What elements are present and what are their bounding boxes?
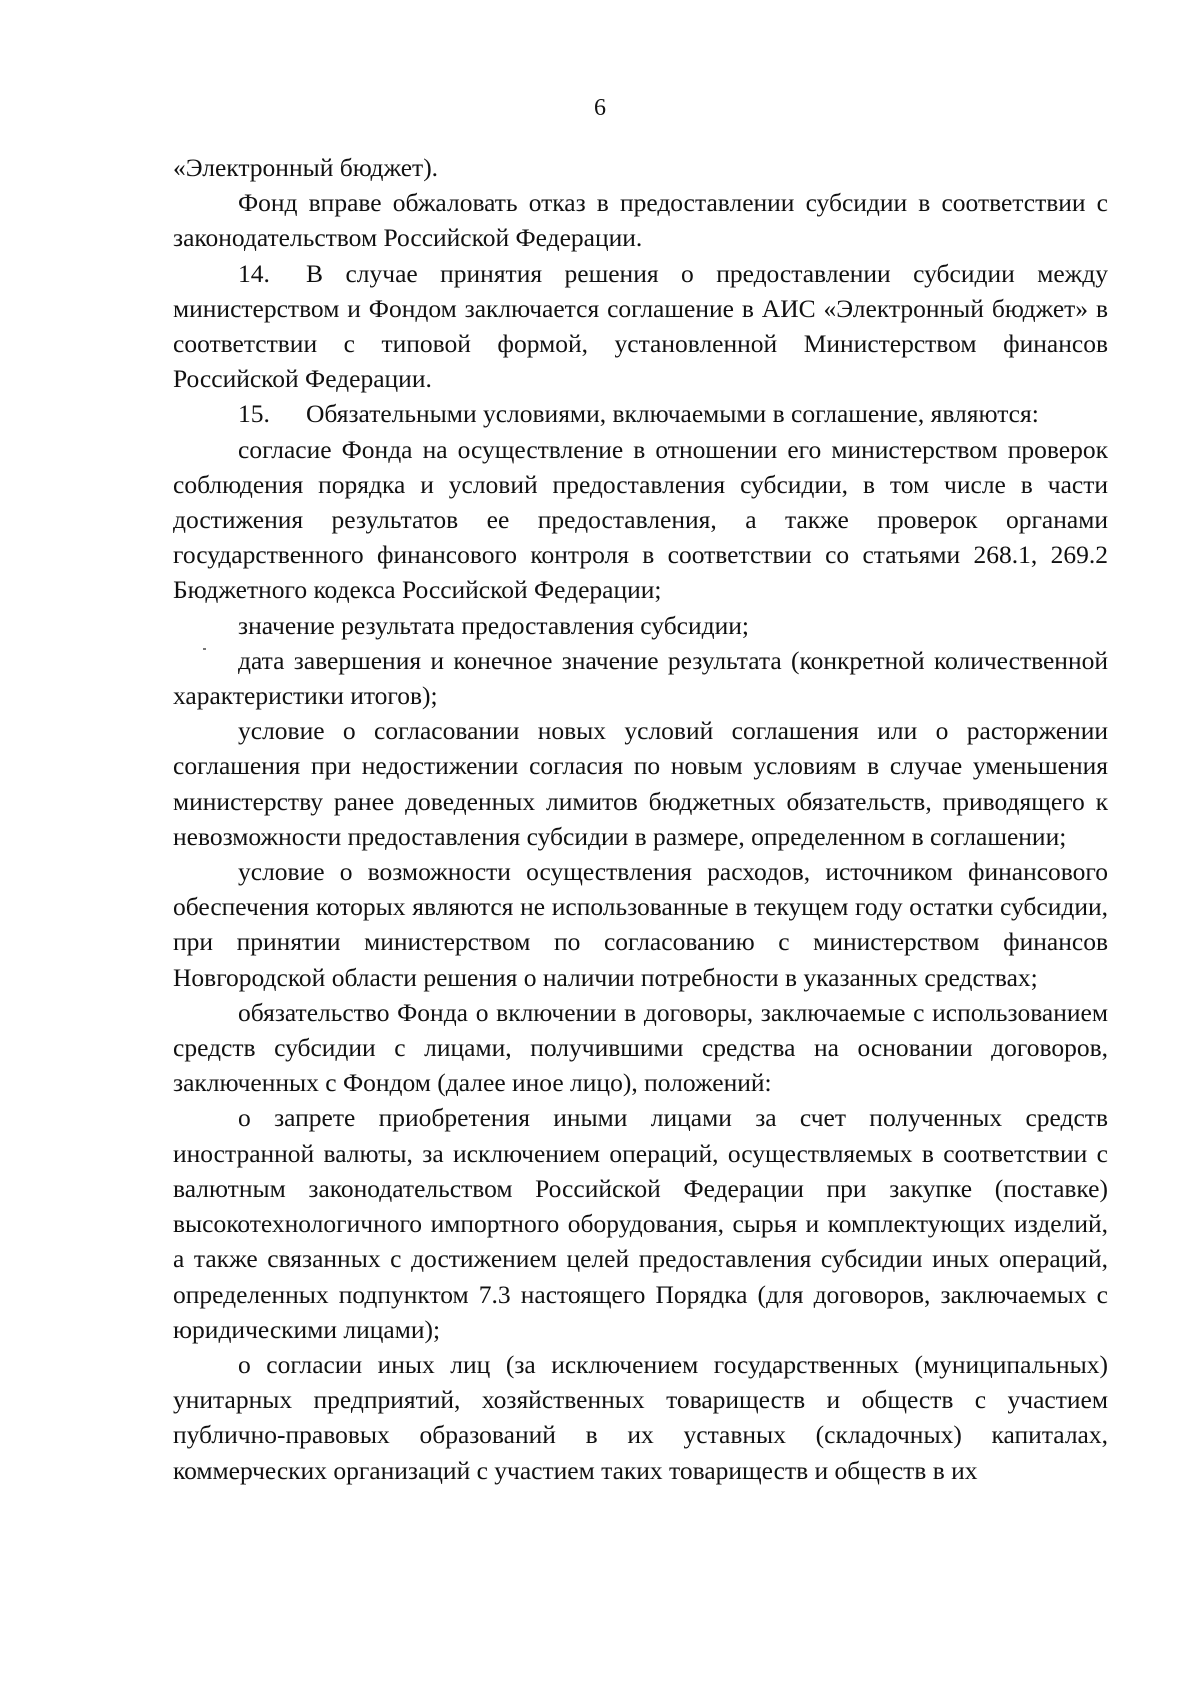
paragraph-text: значение результата предоставления субсидии; (238, 610, 749, 640)
paragraph-text: о согласии иных лиц (за исключением государственных (муниципальных) унитарных предприятий, хозяйственных товариществ и обществ с участием публично-правовых образований в их уставных (складочных) капиталах, коммерческих организаций с участием таких товариществ и обществ в их (173, 1349, 1108, 1485)
paragraph-14 (173, 256, 1108, 397)
paragraph-text: «Электронный бюджет). (173, 153, 439, 182)
paragraph-remaining-funds (173, 854, 1108, 995)
paragraph-consent-audit (173, 432, 1108, 608)
paragraph-text: условие о согласовании новых условий соглашения или о расторжении соглашения при недостижении согласия по новым условиям в случае уменьшения министерству ранее доведенных лимитов бюджетных обязательств, приводящего к невозможности предоставления субсидии в размере, определенном в соглашении; (173, 716, 1108, 851)
paragraph-text: Фонд вправе обжаловать отказ в предоставлении субсидии в соответствии с законодательством Российской Федерации. (173, 188, 1108, 253)
document-body (173, 150, 1108, 1488)
paragraph-text: Обязательными условиями, включаемыми в соглашение, являются: (306, 399, 1039, 429)
paragraph-consent-others (173, 1347, 1108, 1488)
paragraph-text: согласие Фонда на осуществление в отношении его министерством проверок соблюдения порядка и условий предоставления субсидии, в том числе в части достижения результатов ее предоставления, а также проверок органами государственного финансового контроля в соответствии со статьями 268.1, 269.2 Бюджетного кодекса Российской Федерации; (173, 434, 1108, 605)
paragraph-completion-date (173, 643, 1108, 713)
page-number: 6 (594, 95, 606, 121)
paragraph-contract-obligation (173, 995, 1108, 1101)
paragraph-15 (173, 396, 1108, 431)
paragraph-currency-ban (173, 1100, 1108, 1346)
paragraph-text: В случае принятия решения о предоставлении субсидии между министерством и Фондом заключается соглашение в АИС «Электронный бюджет» в соответствии с типовой формой, установленной Министерством финансов Российской Федерации. (173, 258, 1108, 394)
paragraph-result-value (173, 608, 1108, 643)
paragraph-text: условие о возможности осуществления расходов, источником финансового обеспечения которых являются не использованные в текущем году остатки субсидии, при принятии министерством по согласованию с министерством финансов Новгородской области решения о наличии потребности в указанных средствах; (173, 857, 1108, 992)
paragraph-new-conditions (173, 713, 1108, 854)
paragraph-continuation (173, 150, 1108, 185)
paragraph-text: дата завершения и конечное значение результата (конкретной количественной характеристики итогов); (173, 645, 1108, 711)
paragraph-text: обязательство Фонда о включении в договоры, заключаемые с использованием средств субсидии с лицами, получившими средства на основании договоров, заключенных с Фондом (далее иное лицо), положений: (173, 997, 1108, 1098)
paragraph-number: 14. (238, 258, 270, 288)
paragraph-text: о запрете приобретения иными лицами за счет полученных средств иностранной валюты, за исключением операций, осуществляемых в соответствии с валютным законодательством Российской Федерации при закупке (поставке) высокотехнологичного импортного оборудования, сырья и комплектующих изделий, а также связанных с достижением целей предоставления субсидии иных операций, определенных подпунктом 7.3 настоящего Порядка (для договоров, заключаемых с юридическими лицами); (173, 1103, 1108, 1344)
paragraph-appeal-right (173, 185, 1108, 255)
paragraph-number: 15. (238, 399, 270, 429)
scan-speck (203, 648, 206, 650)
